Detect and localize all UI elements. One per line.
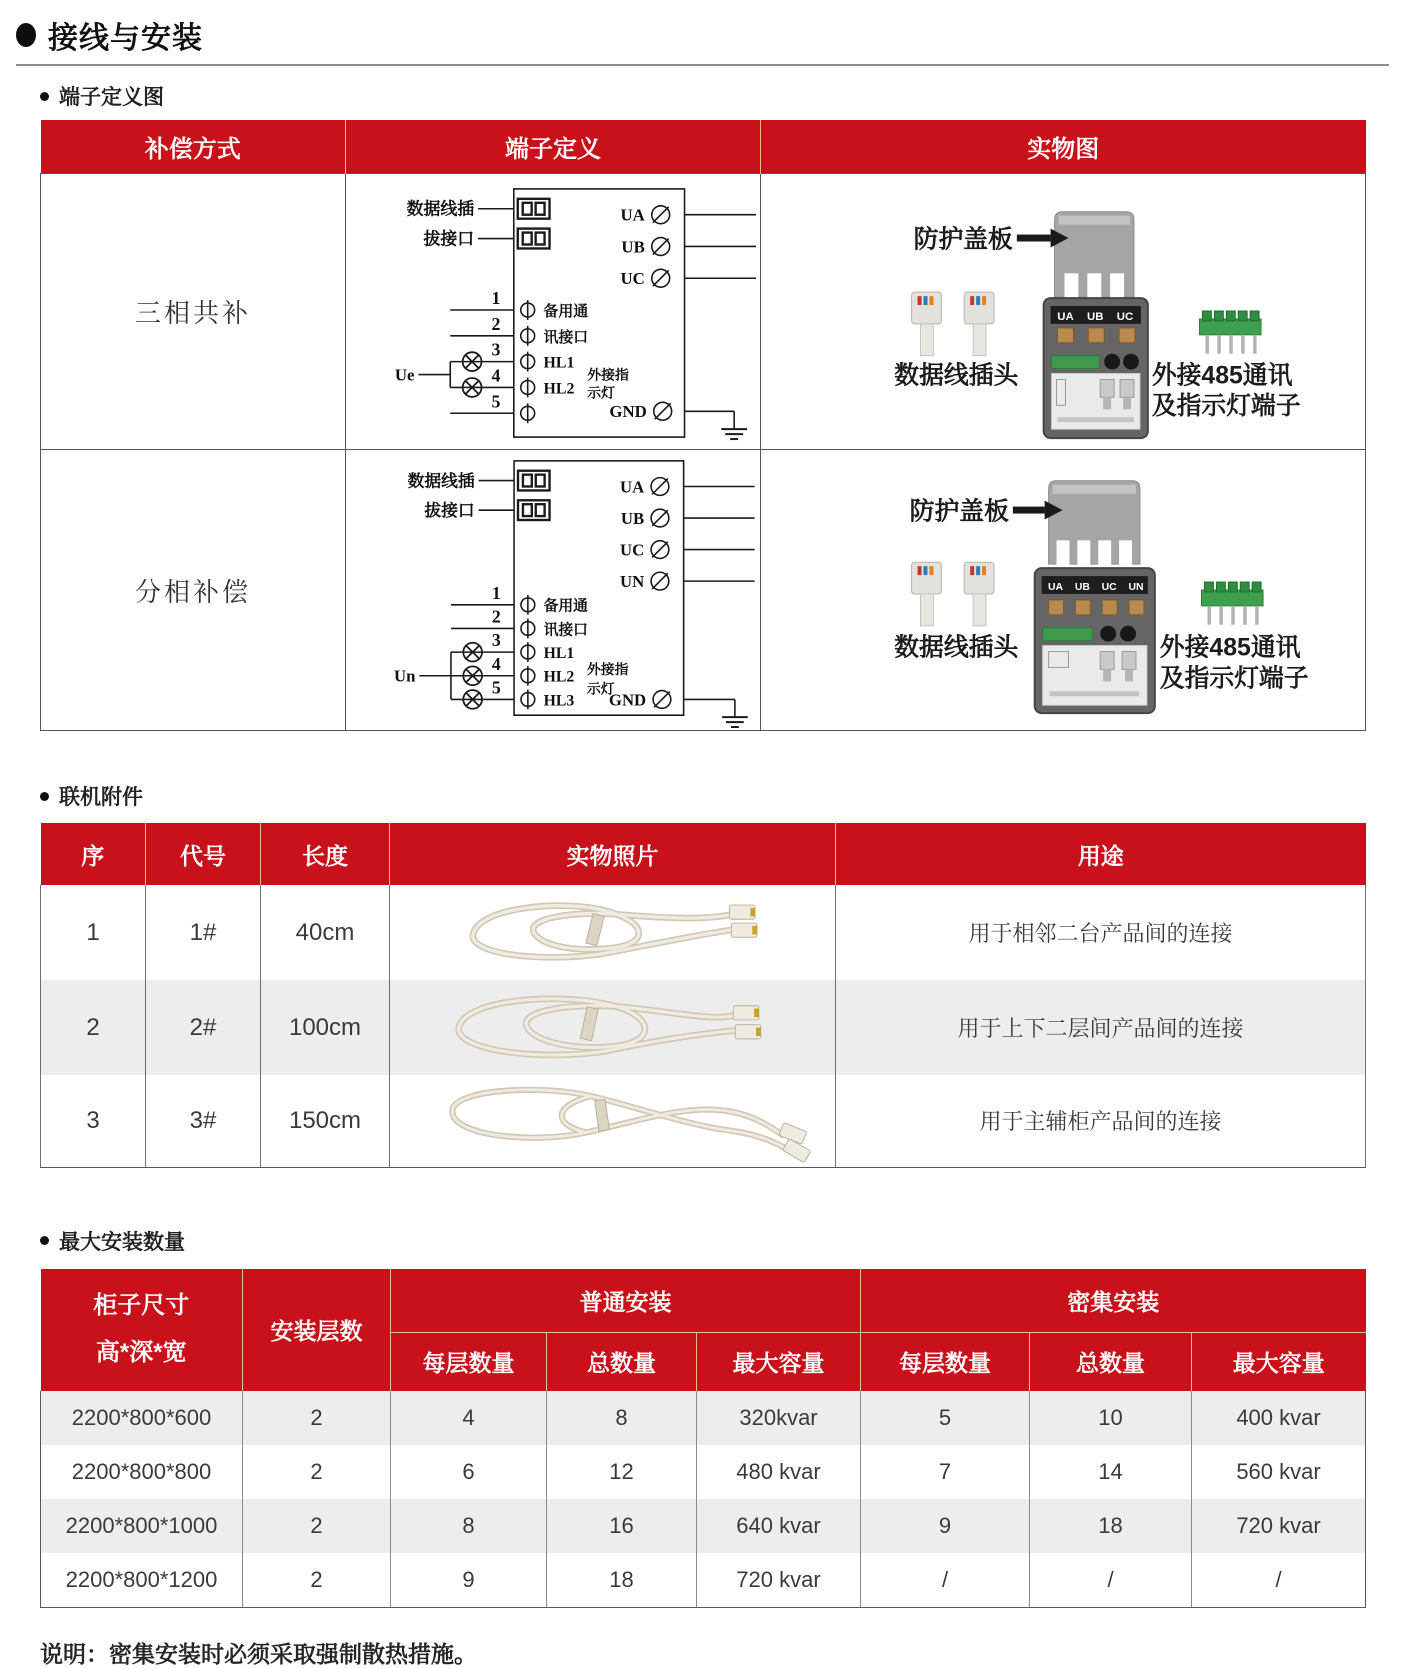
svg-text:及指示灯端子: 及指示灯端子 <box>1151 393 1301 421</box>
svg-text:及指示灯端子: 及指示灯端子 <box>1159 665 1309 693</box>
svg-text:外接指: 外接指 <box>587 661 629 677</box>
table-row <box>41 174 1366 450</box>
svg-text:示灯: 示灯 <box>587 384 616 401</box>
svg-text:UB: UB <box>621 237 645 257</box>
cell-normal-per-layer: 8 <box>391 1499 547 1553</box>
device-photo-split <box>762 451 1364 729</box>
cell-purpose: 用于主辅柜产品间的连接 <box>836 1075 1366 1167</box>
cable-icon <box>393 983 833 1073</box>
table-row <box>41 1499 1366 1553</box>
cell-layers: 2 <box>243 1499 391 1553</box>
wiring-diagram-common <box>347 175 759 448</box>
svg-text:2: 2 <box>491 313 501 334</box>
cable-icon <box>393 888 833 978</box>
rj-plug-icon <box>912 292 994 356</box>
wiring-diagram-split-cell <box>346 450 761 731</box>
svg-text:5: 5 <box>491 677 501 698</box>
svg-text:1: 1 <box>491 582 501 603</box>
svg-text:防护盖板: 防护盖板 <box>909 498 1009 526</box>
svg-text:备用通: 备用通 <box>543 598 588 615</box>
cell-dense-total: / <box>1030 1553 1192 1608</box>
cell-code: 2# <box>146 980 261 1075</box>
cell-normal-total: 12 <box>547 1445 697 1499</box>
device-photo-common-cell <box>761 174 1366 450</box>
svg-text:3: 3 <box>491 339 501 360</box>
svg-text:HL1: HL1 <box>543 645 575 663</box>
svg-text:UC: UC <box>619 540 645 560</box>
cell-normal-capacity: 720 kvar <box>697 1553 861 1608</box>
svg-text:UA: UA <box>1057 310 1074 323</box>
cell-dense-capacity: / <box>1192 1553 1366 1608</box>
cell-dense-total: 14 <box>1030 1445 1192 1499</box>
col-header-max-capacity: 最大容量 <box>697 1332 861 1391</box>
svg-text:4: 4 <box>491 365 501 386</box>
svg-text:GND: GND <box>608 690 647 710</box>
cell-dense-total: 10 <box>1030 1391 1192 1445</box>
cell-size: 2200*800*600 <box>41 1391 243 1445</box>
cell-normal-total: 8 <box>547 1391 697 1445</box>
cell-purpose: 用于上下二层间产品间的连接 <box>836 980 1366 1075</box>
col-header-purpose: 用途 <box>836 823 1366 885</box>
cell-normal-total: 18 <box>547 1553 697 1608</box>
cell-size: 2200*800*1200 <box>41 1553 243 1608</box>
table-header-row <box>41 823 1366 885</box>
page-heading <box>16 0 1389 66</box>
col-header-per-layer-dense: 每层数量 <box>861 1332 1030 1391</box>
dot-icon <box>40 92 49 101</box>
wiring-diagram-split <box>347 451 759 729</box>
svg-text:1: 1 <box>491 288 501 309</box>
svg-text:HL1: HL1 <box>543 354 575 372</box>
lamp-icons <box>463 352 482 397</box>
mode-label-common: 三相共补 <box>41 174 346 450</box>
table-row <box>41 980 1366 1075</box>
device-photo-split-cell <box>761 450 1366 731</box>
cell-dense-per-layer: 5 <box>861 1391 1030 1445</box>
svg-text:UA: UA <box>1048 582 1064 593</box>
controller-device <box>1044 298 1148 438</box>
cell-layers: 2 <box>243 1391 391 1445</box>
svg-text:拔接口: 拔接口 <box>424 501 475 521</box>
svg-text:UN: UN <box>1128 582 1144 593</box>
cell-no: 3 <box>41 1075 146 1167</box>
svg-text:HL2: HL2 <box>543 668 575 686</box>
svg-text:UB: UB <box>1087 310 1104 323</box>
protective-cover <box>1055 212 1134 298</box>
col-header-terminal-definition: 端子定义 <box>346 120 761 174</box>
cable-photo-3 <box>390 1075 836 1167</box>
cell-normal-capacity: 640 kvar <box>697 1499 861 1553</box>
col-header-total-dense: 总数量 <box>1030 1332 1192 1391</box>
installation-section-heading: 最大安装数量 <box>40 1226 1405 1256</box>
cell-no: 1 <box>41 885 146 980</box>
accessories-table <box>40 823 1366 1168</box>
cell-length: 40cm <box>261 885 390 980</box>
cell-dense-capacity: 720 kvar <box>1192 1499 1366 1553</box>
terminal-section-heading: 端子定义图 <box>40 81 1405 111</box>
table-row <box>41 1391 1366 1445</box>
svg-text:数据线插: 数据线插 <box>407 471 475 491</box>
svg-text:数据线插头: 数据线插头 <box>894 634 1019 662</box>
svg-text:UB: UB <box>1074 582 1090 593</box>
group-header-dense-install: 密集安装 <box>861 1269 1366 1333</box>
svg-text:4: 4 <box>491 653 501 674</box>
svg-text:3: 3 <box>491 630 501 651</box>
svg-text:数据线插: 数据线插 <box>406 199 475 219</box>
cell-no: 2 <box>41 980 146 1075</box>
cable-photo-1 <box>390 885 836 980</box>
cell-normal-capacity: 480 kvar <box>697 1445 861 1499</box>
svg-text:外接485通讯: 外接485通讯 <box>1159 634 1301 662</box>
svg-text:GND: GND <box>609 402 647 422</box>
svg-text:示灯: 示灯 <box>587 681 615 697</box>
cell-normal-total: 16 <box>547 1499 697 1553</box>
footnote: 说明：密集安装时必须采取强制散热措施。 <box>40 1640 477 1667</box>
rs485-terminal-block <box>1200 311 1262 354</box>
svg-text:Ue: Ue <box>394 365 415 385</box>
mode-label-split: 分相补偿 <box>41 450 346 731</box>
col-header-code: 代号 <box>146 823 261 885</box>
cell-dense-per-layer: 7 <box>861 1445 1030 1499</box>
table-row <box>41 1445 1366 1499</box>
svg-text:UC: UC <box>1116 310 1134 323</box>
svg-text:外接指: 外接指 <box>587 366 629 383</box>
svg-text:UC: UC <box>620 269 645 289</box>
cell-size: 2200*800*800 <box>41 1445 243 1499</box>
table-row <box>41 1553 1366 1608</box>
rs485-terminal-block <box>1202 582 1264 625</box>
cell-layers: 2 <box>243 1553 391 1608</box>
col-header-max-capacity-dense: 最大容量 <box>1192 1332 1366 1391</box>
dot-icon <box>40 792 49 801</box>
svg-text:HL3: HL3 <box>543 692 575 710</box>
cell-dense-capacity: 560 kvar <box>1192 1445 1366 1499</box>
cell-dense-capacity: 400 kvar <box>1192 1391 1366 1445</box>
svg-text:UA: UA <box>619 477 645 497</box>
svg-text:UC: UC <box>1101 582 1117 593</box>
cell-length: 100cm <box>261 980 390 1075</box>
cell-size: 2200*800*1000 <box>41 1499 243 1553</box>
col-header-length: 长度 <box>261 823 390 885</box>
wiring-diagram-common-cell <box>346 174 761 450</box>
terminal-definition-table <box>40 120 1366 731</box>
cell-dense-per-layer: 9 <box>861 1499 1030 1553</box>
cell-normal-per-layer: 9 <box>391 1553 547 1608</box>
col-header-cabinet-size: 柜子尺寸 高*深*宽 <box>41 1269 243 1391</box>
svg-text:数据线插头: 数据线插头 <box>894 362 1019 390</box>
cell-dense-per-layer: / <box>861 1553 1030 1608</box>
cell-layers: 2 <box>243 1445 391 1499</box>
table-row <box>41 1075 1366 1167</box>
svg-text:UN: UN <box>619 572 645 592</box>
cell-purpose: 用于相邻二台产品间的连接 <box>836 885 1366 980</box>
col-header-no: 序 <box>41 823 146 885</box>
rj-connector-icon <box>778 1122 810 1162</box>
device-photo-common <box>762 175 1364 448</box>
svg-text:5: 5 <box>491 391 501 412</box>
col-header-total: 总数量 <box>547 1332 697 1391</box>
svg-text:HL2: HL2 <box>543 380 575 398</box>
installation-table <box>40 1269 1366 1608</box>
rj-connector-icon <box>729 905 756 937</box>
cell-code: 3# <box>146 1075 261 1167</box>
cell-code: 1# <box>146 885 261 980</box>
svg-text:外接485通讯: 外接485通讯 <box>1151 362 1293 390</box>
rj-connector-icon <box>733 1005 760 1038</box>
cell-normal-per-layer: 4 <box>391 1391 547 1445</box>
col-header-per-layer: 每层数量 <box>391 1332 547 1391</box>
svg-text:防护盖板: 防护盖板 <box>913 226 1013 254</box>
cell-normal-capacity: 320kvar <box>697 1391 861 1445</box>
col-header-photo: 实物照片 <box>390 823 836 885</box>
table-row <box>41 885 1366 980</box>
group-header-normal-install: 普通安装 <box>391 1269 861 1333</box>
cable-icon <box>393 1077 833 1165</box>
svg-text:Un: Un <box>394 666 416 686</box>
svg-text:拔接口: 拔接口 <box>423 229 475 249</box>
svg-text:UA: UA <box>620 205 645 225</box>
page-heading-text: 接线与安装 <box>48 22 203 55</box>
table-header-row <box>41 120 1366 174</box>
svg-text:备用通: 备用通 <box>543 303 589 320</box>
col-header-compensation-mode: 补偿方式 <box>41 120 346 174</box>
table-row <box>41 450 1366 731</box>
table-group-header-row <box>41 1269 1366 1333</box>
rj-plug-icon <box>912 562 994 626</box>
svg-text:2: 2 <box>491 606 501 627</box>
controller-device <box>1035 568 1155 713</box>
cell-length: 150cm <box>261 1075 390 1167</box>
svg-text:讯接口: 讯接口 <box>543 622 588 639</box>
svg-text:UB: UB <box>620 508 645 528</box>
col-header-physical-picture: 实物图 <box>761 120 1366 174</box>
accessories-section-heading: 联机附件 <box>40 781 1405 811</box>
cell-normal-per-layer: 6 <box>391 1445 547 1499</box>
section-bullet-icon <box>16 23 36 47</box>
protective-cover <box>1049 481 1140 566</box>
col-header-layers: 安装层数 <box>243 1269 391 1391</box>
cable-photo-2 <box>390 980 836 1075</box>
svg-text:讯接口: 讯接口 <box>543 329 589 346</box>
cell-dense-total: 18 <box>1030 1499 1192 1553</box>
dot-icon <box>40 1236 49 1245</box>
